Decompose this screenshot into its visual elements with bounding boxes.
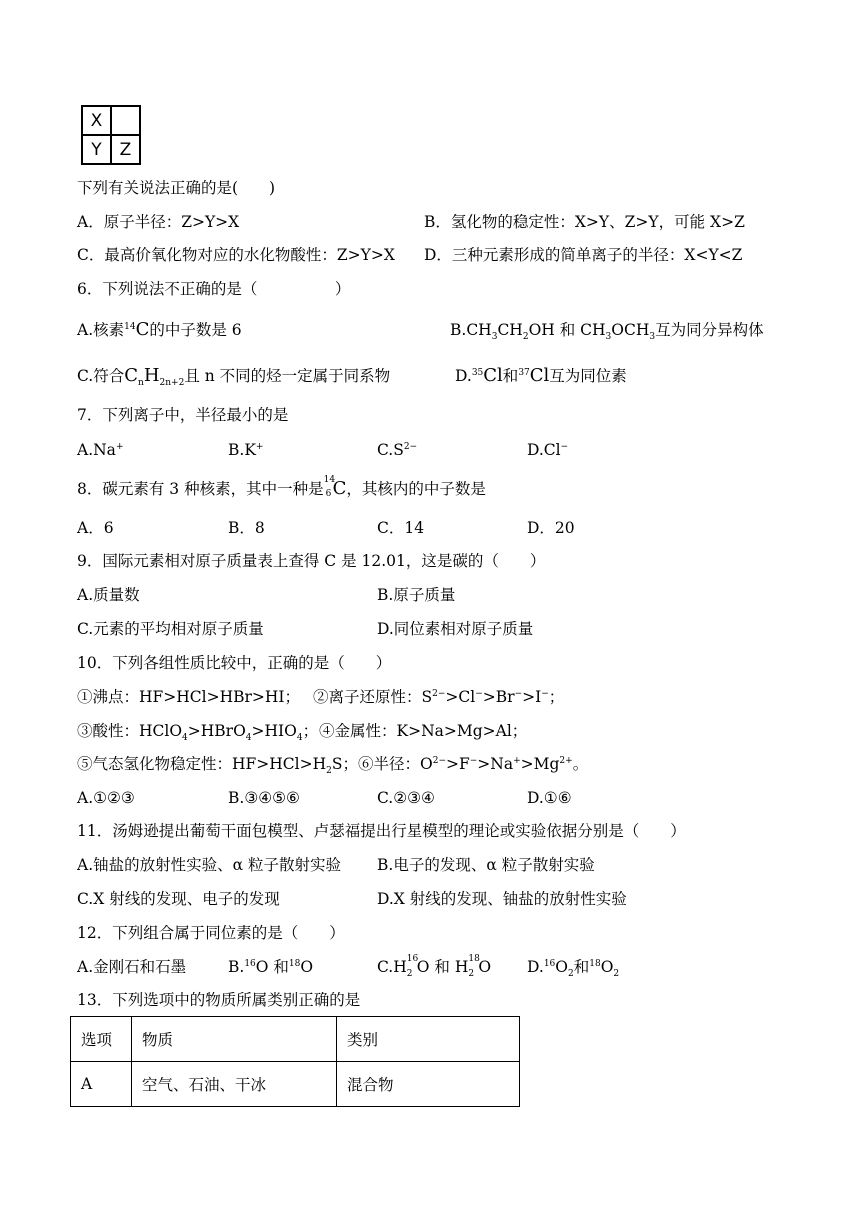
q7-option-d: D.Cl− bbox=[527, 441, 569, 459]
q13-table bbox=[70, 1016, 520, 1107]
q11-option-b: B.电子的发现、α 粒子散射实验 bbox=[377, 856, 595, 874]
element-grid bbox=[81, 105, 141, 165]
table-header-cell: 物质 bbox=[132, 1017, 337, 1062]
q8-option-c: C．14 bbox=[377, 519, 425, 537]
q11-option-a: A.铀盐的放射性实验、α 粒子散射实验 bbox=[77, 856, 342, 874]
q13-stem: 13．下列选项中的物质所属类别正确的是 bbox=[77, 991, 361, 1009]
q7-stem: 7．下列离子中，半径最小的是 bbox=[77, 406, 289, 424]
q10-option-d: D.①⑥ bbox=[527, 789, 572, 807]
table-header-cell: 选项 bbox=[71, 1017, 132, 1062]
q11-option-c: C.X 射线的发现、电子的发现 bbox=[77, 890, 280, 908]
q6-option-d: D.$^{35}$Cl和$^{37}$Cl互为同位素 bbox=[455, 365, 627, 386]
table-cell: A bbox=[71, 1062, 132, 1107]
q5-option-b: B．氢化物的稳定性：X>Y、Z>Y，可能 X>Z bbox=[424, 213, 745, 231]
q6-stem: 6．下列说法不正确的是（ ） bbox=[77, 280, 351, 298]
table-header-row bbox=[71, 1017, 520, 1062]
q5-stem: 下列有关说法正确的是( ) bbox=[77, 179, 276, 197]
q7-option-a: A.Na+ bbox=[77, 441, 124, 459]
grid-cell-empty bbox=[111, 106, 140, 135]
table-cell: 空气、石油、干冰 bbox=[132, 1062, 337, 1107]
table-row bbox=[71, 1062, 520, 1107]
q5-option-a: A．原子半径：Z>Y>X bbox=[77, 213, 240, 231]
table-header-cell: 类别 bbox=[337, 1017, 520, 1062]
q9-option-d: D.同位素相对原子质量 bbox=[377, 620, 534, 638]
q7-option-b: B.K+ bbox=[228, 441, 264, 459]
grid-cell-x: X bbox=[82, 106, 111, 135]
q12-stem: 12．下列组合属于同位素的是（ ） bbox=[77, 924, 345, 942]
q9-stem: 9．国际元素相对原子质量表上查得 C 是 12.01，这是碳的（ ） bbox=[77, 552, 546, 570]
q10-option-b: B.③④⑤⑥ bbox=[228, 789, 300, 807]
q12-option-b: B.$^{16}$O 和$^{18}$O bbox=[228, 958, 314, 976]
q12-option-a: A.金刚石和石墨 bbox=[77, 958, 187, 976]
q8-option-a: A．6 bbox=[77, 519, 114, 537]
q10-item-1: ①沸点：HF>HCl>HBr>HI； bbox=[77, 688, 301, 706]
q10-item-5: ⑤气态氢化物稳定性：$HF>HCl>H_2S$； bbox=[77, 755, 358, 777]
grid-cell-z: Z bbox=[111, 135, 140, 164]
q11-option-d: D.X 射线的发现、铀盐的放射性实验 bbox=[377, 890, 627, 908]
q5-option-d: D．三种元素形成的简单离子的半径：X<Y<Z bbox=[424, 246, 743, 264]
q10-option-a: A.①②③ bbox=[77, 789, 135, 807]
q10-item-6: ⑥半径：$O^{2-}>F^->Na^+>Mg^{2+}$。 bbox=[358, 755, 589, 773]
q7-option-c: $C.S^{2-}$ bbox=[377, 441, 418, 459]
q9-option-a: A.质量数 bbox=[77, 586, 140, 604]
q6-option-c: C.符合$C_nH_{2n+2}$且 n 不同的烃一定属于同系物 bbox=[77, 365, 391, 389]
q6-option-a: A.核素$^{14}$C的中子数是 6 bbox=[77, 319, 242, 340]
q9-option-b: B.原子质量 bbox=[377, 586, 456, 604]
q6-option-b: $B.CH_3CH_2OH$ 和 $CH_3OCH_3$互为同分异构体 bbox=[450, 321, 764, 343]
q10-item-2: ②离子还原性：$S^{2-}>Cl^->Br^->I^-$； bbox=[313, 688, 565, 706]
q5-option-c: C．最高价氧化物对应的水化物酸性：Z>Y>X bbox=[77, 246, 395, 264]
q8-option-b: B．8 bbox=[228, 519, 265, 537]
q10-item-4: ④金属性：K>Na>Mg>Al； bbox=[319, 722, 528, 740]
q10-stem: 10．下列各组性质比较中，正确的是（ ） bbox=[77, 654, 392, 672]
q10-option-c: C.②③④ bbox=[377, 789, 435, 807]
q11-stem: 11．汤姆逊提出葡萄干面包模型、卢瑟福提出行星模型的理论或实验依据分别是（ ） bbox=[77, 822, 686, 840]
q8-option-d: D．20 bbox=[527, 519, 575, 537]
table-cell: 混合物 bbox=[337, 1062, 520, 1107]
q12-option-d: $D.^{16}O_2$和$^{18}O_2$ bbox=[527, 958, 620, 980]
q12-option-c: C.H 16 2 O 和 H 18 2 O bbox=[377, 954, 492, 979]
grid-cell-y: Y bbox=[82, 135, 111, 164]
q9-option-c: C.元素的平均相对原子质量 bbox=[77, 620, 264, 638]
q8-stem: 8．碳元素有 3 种核素，其中一种是 14 6 C，其核内的中子数是 bbox=[77, 475, 486, 499]
q10-item-3: ③酸性：$HClO_4>HBrO_4>HIO_4$； bbox=[77, 722, 319, 744]
